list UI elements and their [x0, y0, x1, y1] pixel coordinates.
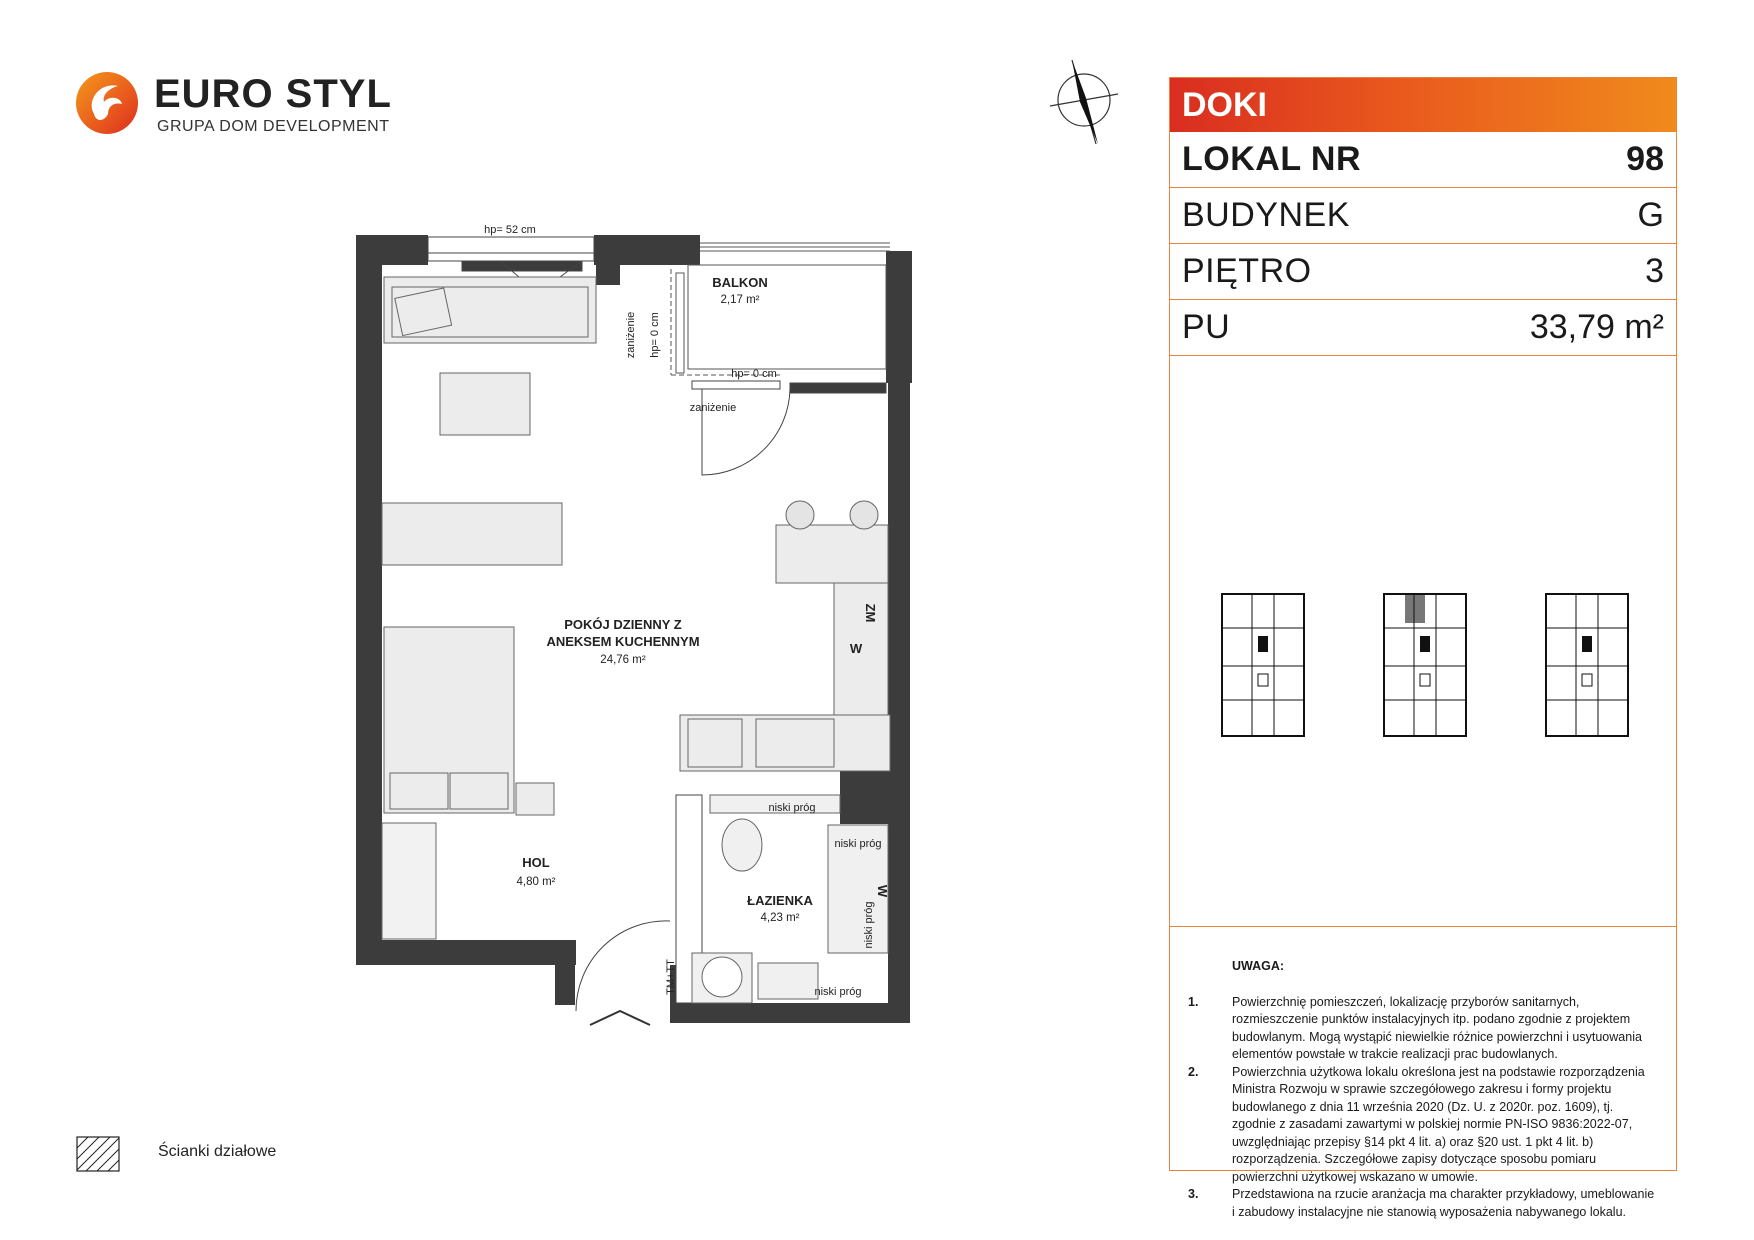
hp-side-label: hp= 0 cm — [649, 312, 661, 358]
row-value: 3 — [1645, 252, 1664, 290]
room-name: ŁAZIENKA — [747, 893, 813, 908]
keyplan-2-highlighted — [1382, 592, 1468, 738]
balcony-door — [689, 381, 886, 475]
investment-name: DOKI — [1170, 78, 1676, 132]
partition-wall-hatch-icon — [76, 1136, 120, 1172]
low-threshold-label: niski próg — [834, 838, 882, 850]
sofa — [384, 277, 596, 343]
wardrobe — [382, 823, 436, 939]
balcony-outline — [671, 243, 890, 375]
tm-tt-label: TM+TT — [665, 959, 677, 995]
note-item — [1188, 1186, 1658, 1221]
note-text: Powierzchnia użytkowa lokalu określona jest na podstawie rozporządzenia Ministra Rozwoju w sprawie szczegółowego zakresu i formy projektu budowlanego z dnia 11 września 2020 (Dz. U. z 2020r. poz. 1609), tj. zgodnie z zasadami zawartymi w polskiej normie PN-ISO 9836:2022-07, uwzględniając przepisy §14 pkt 4 lit. a) oraz §20 ust. 1 pkt 4 lit. b) rozporządzenia. Szczegółowe zapisy dotyczące sposobu pomiaru powierzchni użytkowej wskazano w umowie. — [1232, 1064, 1645, 1184]
floor-row — [1170, 244, 1676, 300]
room-area: 4,80 m² — [516, 876, 556, 888]
hp-bottom-label: hp= 0 cm — [731, 368, 777, 380]
row-label: PIĘTRO — [1182, 252, 1312, 290]
kitchen-counter — [776, 525, 888, 583]
room-name: POKÓJ DZIENNY Z — [564, 617, 682, 632]
kitchen-units — [680, 583, 890, 771]
row-value: 98 — [1626, 140, 1664, 178]
brand-subtitle: GRUPA DOM DEVELOPMENT — [157, 118, 390, 135]
lowering-label: zaniżenie — [625, 311, 637, 359]
note-text: Powierzchnię pomieszczeń, lokalizację przyborów sanitarnych, rozmieszczenie punktów instalacyjnych itp. podano zgodnie z projektem budowlanym. Mogą wystąpić niewielkie różnice powierzchni i usytuowania elementów powstałe w trakcie realizacji prac budowlanych. — [1232, 994, 1642, 1061]
note-number: 1. — [1188, 994, 1199, 1009]
room-area: 2,17 m² — [720, 294, 760, 306]
tv-cabinet — [382, 503, 562, 565]
room-name: ANEKSEM KUCHENNYM — [546, 634, 700, 649]
area-row — [1170, 300, 1676, 356]
unit-number-row — [1170, 132, 1676, 188]
entrance-arrow-icon — [590, 1011, 650, 1025]
room-area: 24,76 m² — [600, 654, 646, 666]
legend-label: Ścianki działowe — [158, 1143, 277, 1160]
stool — [850, 501, 878, 529]
low-threshold-label: niski próg — [863, 901, 875, 949]
w-label: W — [875, 884, 890, 898]
zm-label: ZM — [863, 603, 878, 623]
brand-name: EURO STYL — [154, 72, 392, 116]
note-number: 2. — [1188, 1064, 1199, 1079]
building-row — [1170, 188, 1676, 244]
lowering-label: zaniżenie — [689, 402, 737, 414]
coffee-table — [440, 373, 530, 435]
room-area: 4,23 m² — [760, 912, 800, 924]
row-label: PU — [1182, 308, 1231, 346]
low-threshold-label: niski próg — [814, 986, 862, 998]
floor-plan — [340, 225, 940, 1045]
row-value: G — [1637, 196, 1664, 234]
brand-logo — [74, 68, 394, 148]
north-arrow-icon — [1046, 58, 1126, 148]
w-label: W — [849, 641, 863, 656]
floor-keyplans — [1170, 352, 1676, 927]
keyplan-3 — [1544, 592, 1630, 738]
note-item — [1188, 994, 1658, 1064]
row-value: 33,79 m² — [1529, 308, 1664, 346]
keyplan-1 — [1220, 592, 1306, 738]
note-item — [1188, 1064, 1658, 1187]
room-name: HOL — [522, 855, 550, 870]
stool — [786, 501, 814, 529]
notes-section — [1170, 928, 1676, 1221]
bed — [384, 627, 554, 815]
note-text: Przedstawiona na rzucie aranżacja ma charakter przykładowy, umeblowanie i zabudowy instalacyjne nie stanowią wyposażenia nabywanego lokalu. — [1232, 1187, 1655, 1219]
notes-title: UWAGA: — [1232, 959, 1285, 973]
brand-mark-icon — [74, 70, 140, 136]
note-number: 3. — [1188, 1187, 1199, 1201]
row-label: BUDYNEK — [1182, 196, 1350, 234]
unit-info-panel — [1169, 77, 1677, 1219]
room-name: BALKON — [712, 275, 768, 290]
low-threshold-label: niski próg — [768, 802, 816, 814]
hp-top-label: hp= 52 cm — [484, 225, 536, 236]
row-label: LOKAL NR — [1182, 140, 1362, 178]
entrance-door — [576, 921, 670, 1011]
